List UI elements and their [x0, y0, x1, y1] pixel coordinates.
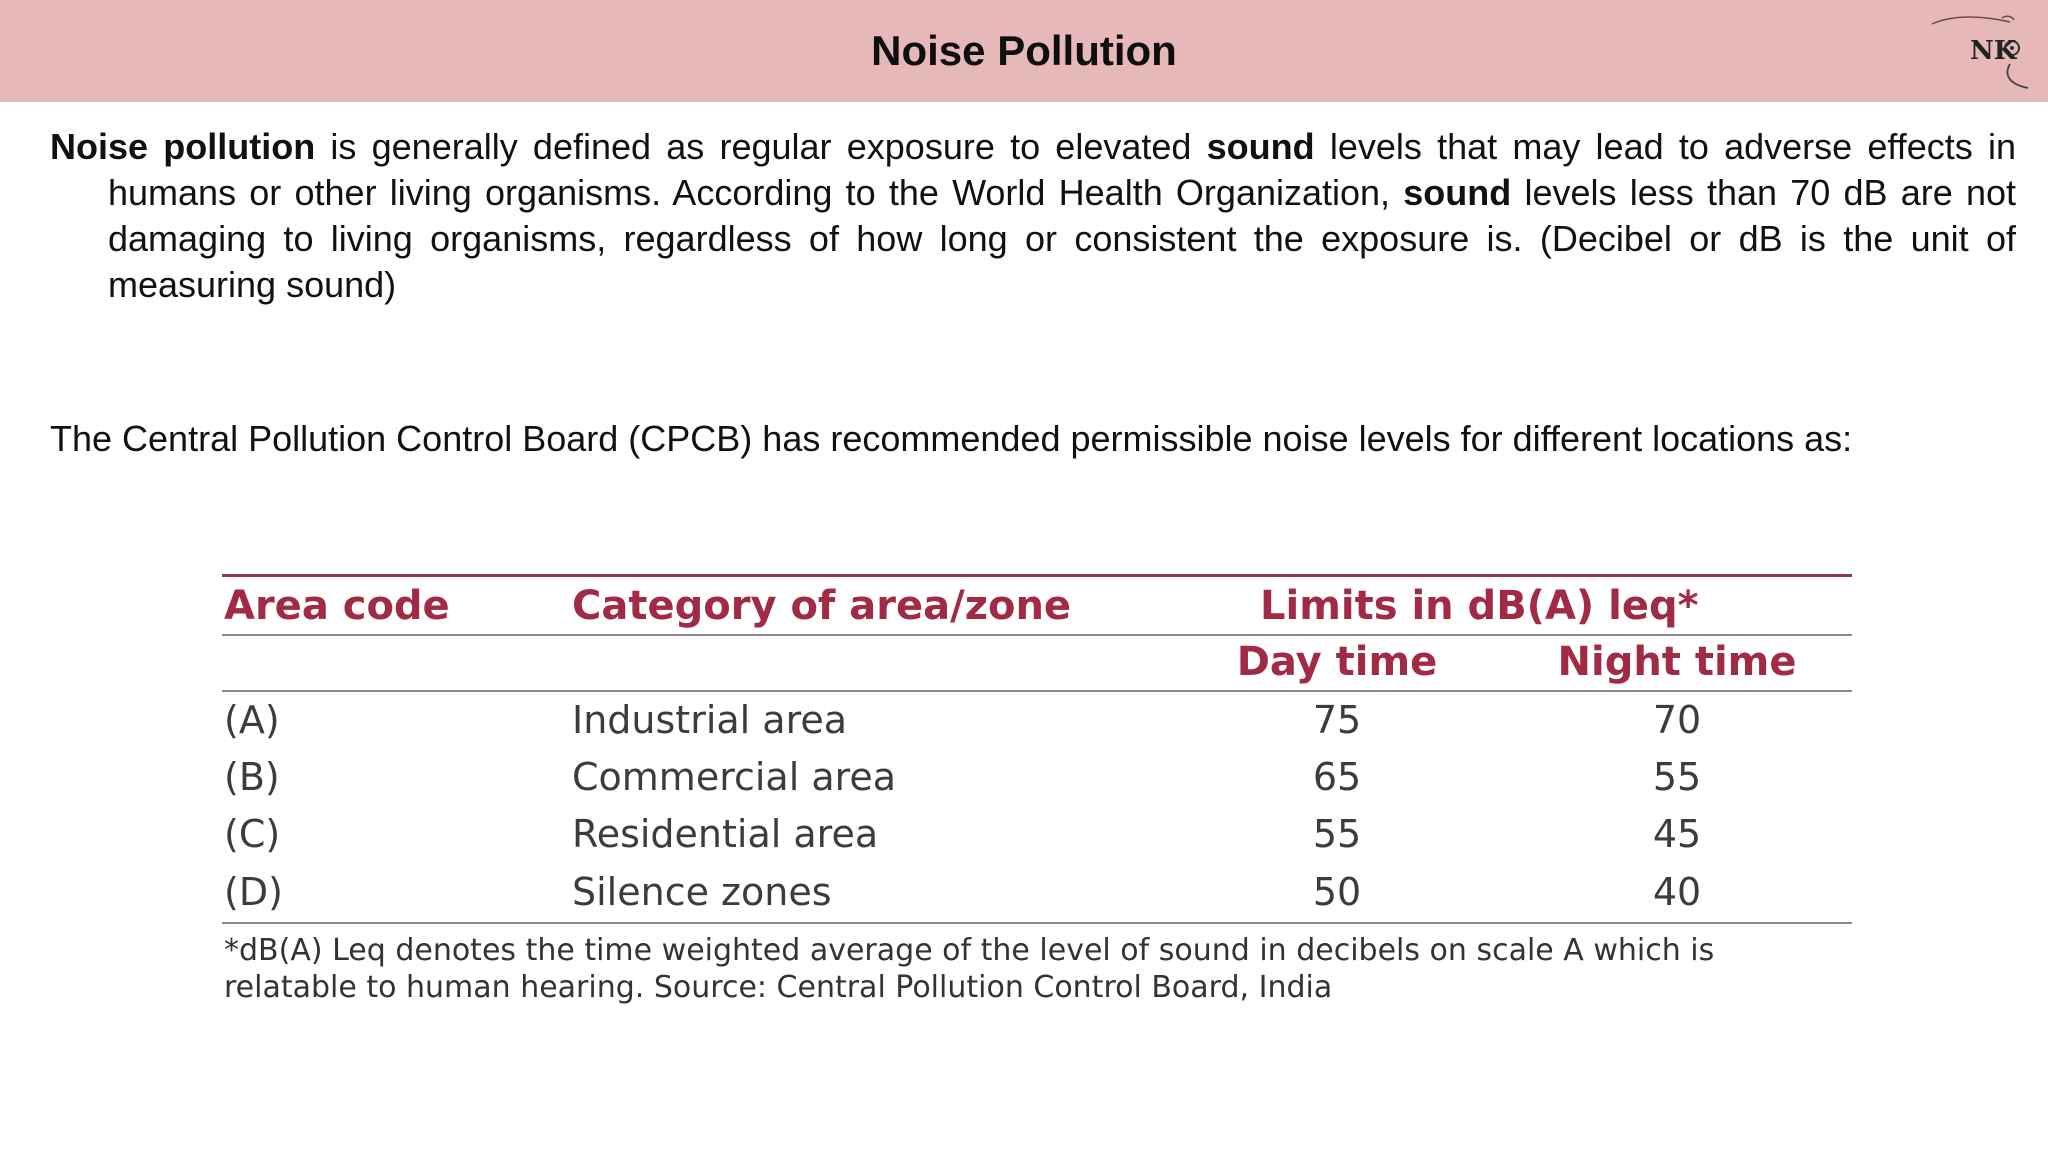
row-night-limit: 40 [1652, 870, 1702, 914]
table-top-rule [222, 574, 1852, 577]
row-night-limit: 55 [1652, 755, 1702, 799]
row-area-code: (B) [224, 755, 280, 799]
intro-text-1: is generally defined as regular exposure to elevated [315, 126, 1207, 167]
table-row [222, 870, 1852, 926]
intro-paragraph [50, 124, 2016, 308]
table-footnote: *dB(A) Leq denotes the time weighted average of the level of sound in decibels on scale A which is relatable to human hearing. Source: Central Pollution Control Board, India [224, 933, 1715, 1005]
header-category: Category of area/zone [572, 583, 1072, 629]
intro-term: Noise pollution [50, 126, 316, 167]
row-day-limit: 75 [1312, 698, 1362, 742]
nk-logo [1924, 12, 2036, 96]
row-night-limit: 70 [1652, 698, 1702, 742]
header-limits: Limits in dB(A) leq* [1260, 583, 1699, 629]
row-day-limit: 50 [1312, 870, 1362, 914]
table-row [222, 755, 1852, 811]
intro-text-3: levels less than 70 dB are not damaging to living organisms, regardless of how long or consistent the exposure is. (Decibel or dB is the unit of measuring sound) [108, 172, 2016, 305]
header-area-code: Area code [224, 583, 450, 629]
header-day-time: Day time [1236, 639, 1438, 685]
logo-text: NK [1970, 36, 2017, 66]
slide-title: Noise Pollution [871, 27, 1177, 74]
header-night-time: Night time [1557, 639, 1797, 685]
table-subheader-rule [222, 690, 1852, 692]
row-night-limit: 45 [1652, 812, 1702, 856]
row-area-code: (A) [224, 698, 280, 742]
row-category: Silence zones [572, 870, 832, 914]
intro-sound-2: sound [1403, 172, 1512, 213]
row-day-limit: 55 [1312, 812, 1362, 856]
cpcb-paragraph: The Central Pollution Control Board (CPCB) has recommended permissible noise levels for different locations as: [50, 418, 1853, 459]
row-category: Industrial area [572, 698, 848, 742]
table-header-rule [222, 634, 1852, 636]
row-category: Commercial area [572, 755, 897, 799]
table-row [222, 698, 1852, 754]
row-day-limit: 65 [1312, 755, 1362, 799]
row-area-code: (D) [224, 870, 283, 914]
row-category: Residential area [572, 812, 879, 856]
table-bottom-rule [222, 922, 1852, 924]
intro-text-2: levels that may lead to adverse effects in humans or other living organisms. According to the World Health Organization, [108, 126, 2016, 213]
row-area-code: (C) [224, 812, 281, 856]
intro-sound-1: sound [1206, 126, 1315, 167]
table-row [222, 812, 1852, 868]
